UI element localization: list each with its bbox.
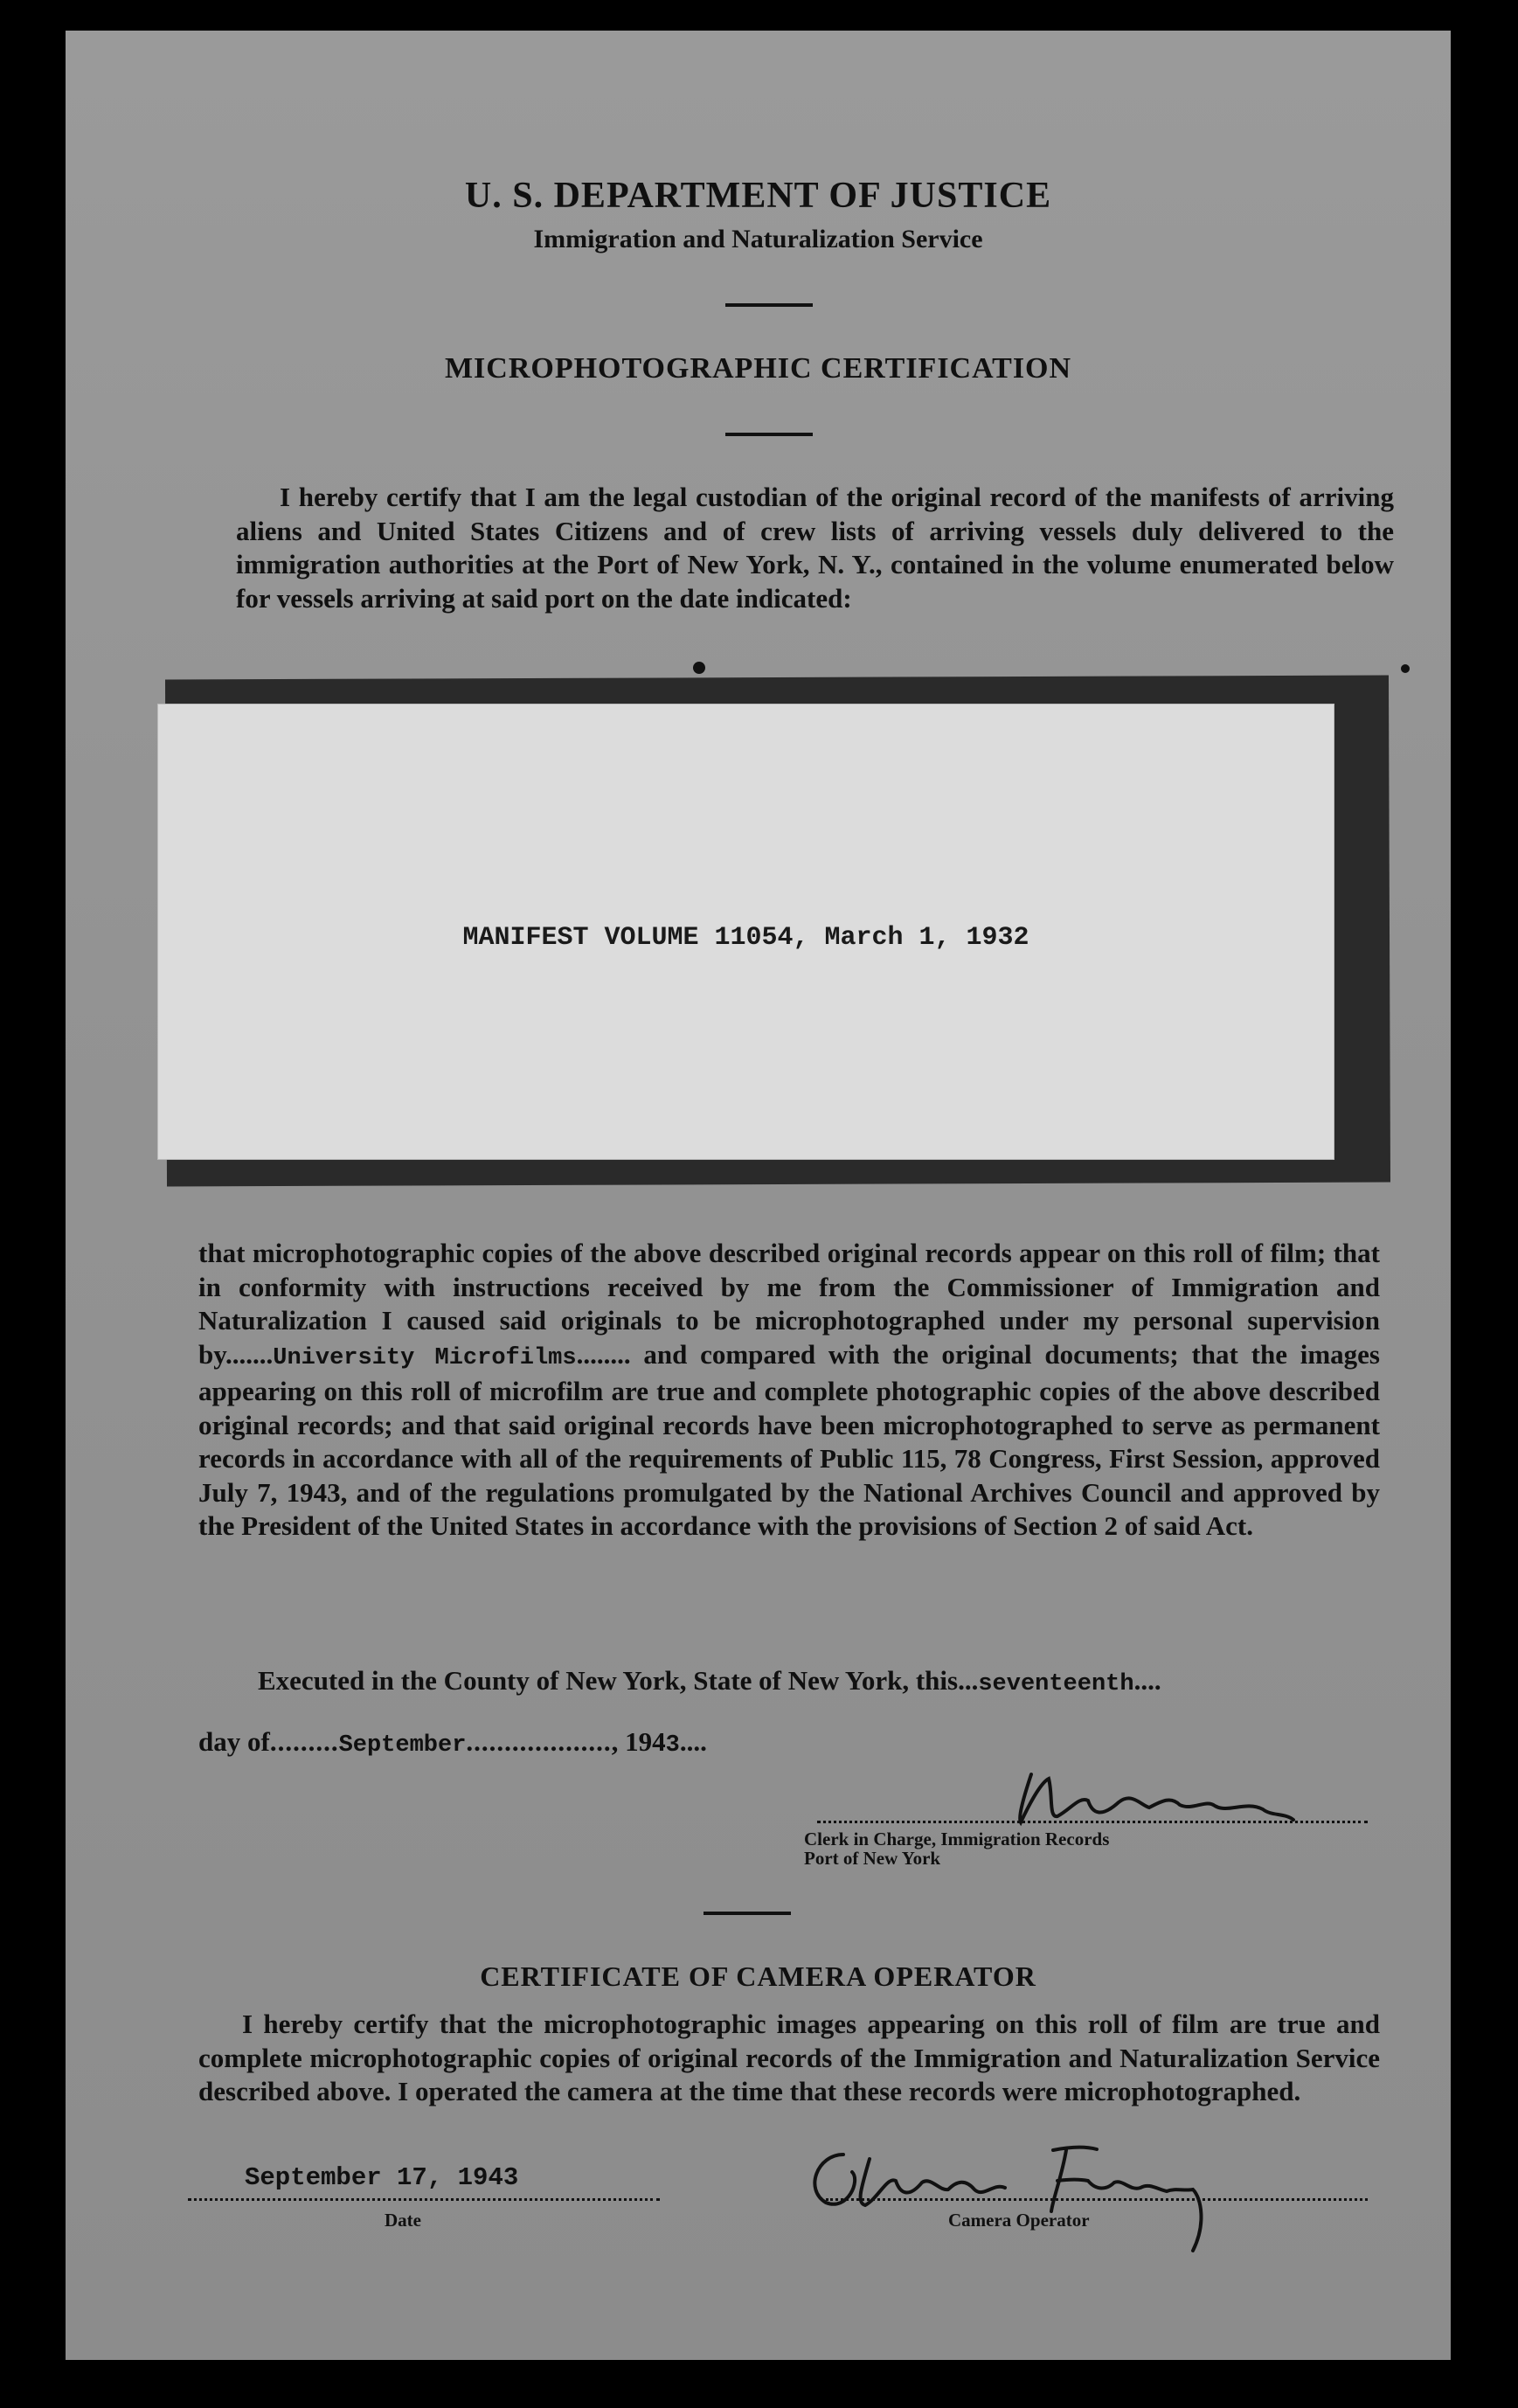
copies-text-part2: and compared with the original documents; that the images appearing on this roll of microfilm are true and complete photographic copies of the above described original records; and that said original records have been microphotographed to serve as permanent records in accordance with all of the requirements of Public 115, 78 Congress, First Session, approved July 7, 1943, and of the regulations promulgated by the National Archives Council and approved by the President of the United States in accordance with the provisions of Section 2 of said Act. <box>198 1338 1380 1541</box>
operator-paragraph: I hereby certify that the microphotographic images appearing on this roll of film are true and complete microphotographic copies of original records of the Immigration and Naturalization Service described above. I operated the camera at the time that these records were microphotographed. <box>198 2009 1380 2106</box>
custodian-paragraph: I hereby certify that I am the legal custodian of the original record of the manifests of arriving aliens and United States Citizens and of crew lists of arriving vessels duly delivered to the immigration authorities at the Port of New York, N. Y., contained in the volume enumerated below for vessels arriving at said port on the date indicated: <box>236 482 1394 614</box>
filmer-name: University Microfilms <box>273 1344 577 1371</box>
date-label: Date <box>385 2210 421 2231</box>
execution-day: seventeenth <box>978 1671 1134 1697</box>
certification-title: MICROPHOTOGRAPHIC CERTIFICATION <box>444 352 1072 385</box>
clerk-title: Clerk in Charge, Immigration Records Port of New York <box>804 1829 1110 1869</box>
camera-operator-label: Camera Operator <box>948 2210 1090 2231</box>
certificate-page <box>66 31 1451 2360</box>
operator-signature-line <box>826 2198 1368 2201</box>
date-line <box>188 2198 660 2201</box>
divider <box>725 433 813 436</box>
operator-date: September 17, 1943 <box>245 2163 519 2192</box>
dust-speck <box>693 662 705 674</box>
department-heading: U. S. DEPARTMENT OF JUSTICE <box>464 176 1052 216</box>
service-subheading: Immigration and Naturalization Service <box>533 225 983 253</box>
execution-month: September <box>338 1732 467 1759</box>
execution-year-digit: 3 <box>665 1732 680 1759</box>
copies-text-part1: that microphotographic copies of the above described original records appear on this roll of film; that in conformity with instructions received by me from the Commissioner of Immigration and Naturalization I caused said originals to be microphotographed under my personal supervision by <box>198 1238 1380 1370</box>
manifest-volume-label: MANIFEST VOLUME 11054, March 1, 1932 <box>462 923 1029 953</box>
camera-operator-title: CERTIFICATE OF CAMERA OPERATOR <box>480 1960 1036 1992</box>
divider <box>725 303 813 307</box>
clerk-signature-line <box>817 1821 1368 1823</box>
execution-line: Executed in the County of New York, State of New York, this...seventeenth.... <box>258 1665 1161 1697</box>
volume-insert-card <box>157 704 1334 1160</box>
day-of-line: day of.........September..................., 1943.... <box>198 1726 707 1759</box>
divider <box>704 1912 791 1915</box>
dust-speck <box>1401 664 1410 673</box>
copies-paragraph: that microphotographic copies of the above described original records appear on this roll of film; that in conformity with instructions received by me from the Commissioner of Immigration and Naturalization I caused said originals to be microphotographed under my personal supervision by.......University Microfilms........ and compared with the original documents; that the images appearing on this roll of microfilm are true and complete photographic copies of the above described original records; and that said original records have been microphotographed to serve as permanent records in accordance with all of the requirements of Public 115, 78 Congress, First Session, approved July 7, 1943, and of the regulations promulgated by the National Archives Council and approved by the President of the United States in accordance with the provisions of Section 2 of said Act. <box>198 1238 1380 1541</box>
